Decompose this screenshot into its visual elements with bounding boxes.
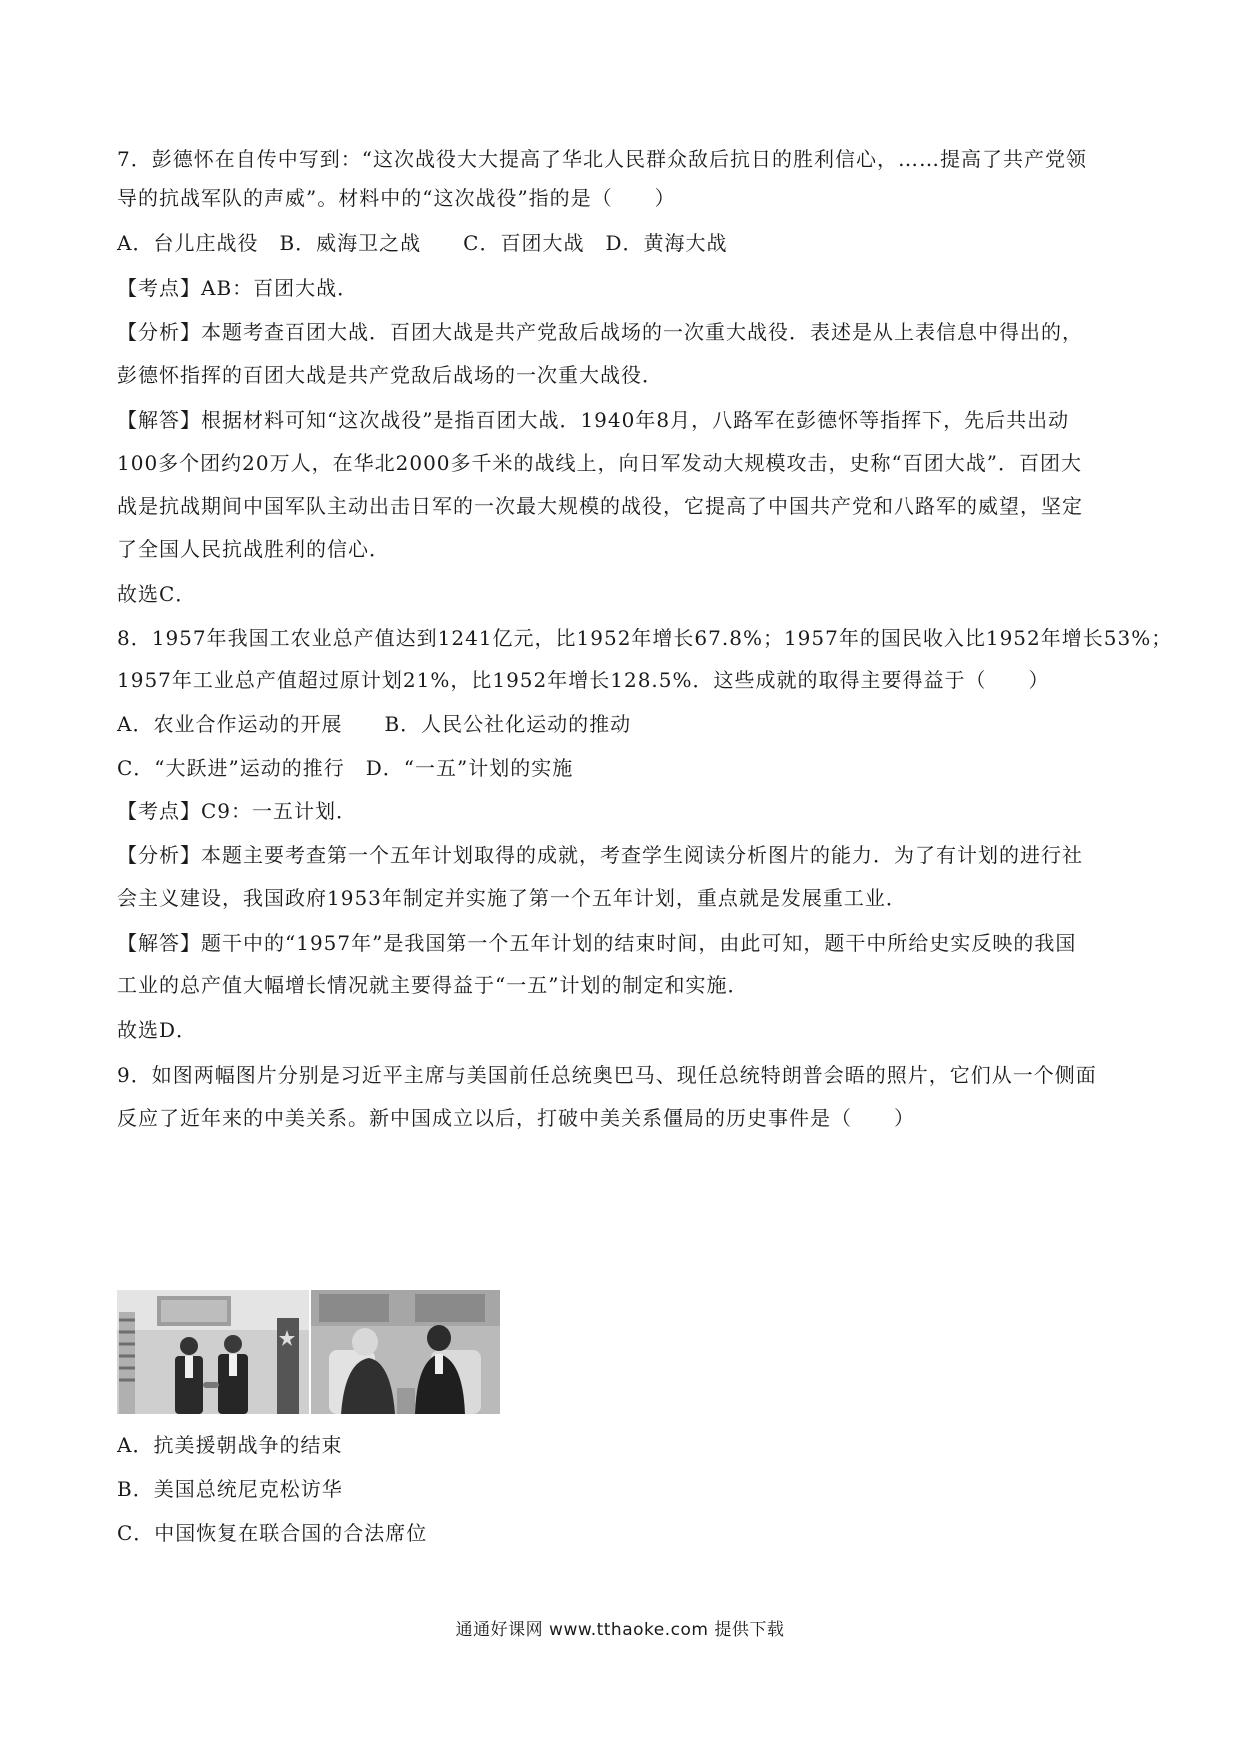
- q8-options-cd: C．“大跃进”运动的推行 D．“一五”计划的实施: [117, 756, 574, 780]
- q7-solution-line-4: 了全国人民抗战胜利的信心．: [117, 537, 390, 561]
- q8-options-ab: A．农业合作运动的开展 B．人民公社化运动的推动: [117, 712, 632, 736]
- q7-analysis-line-1: 【分析】本题考查百团大战．百团大战是共产党敌后战场的一次重大战役．表述是从上表信息中得出的，: [117, 320, 1083, 344]
- photo-xi-trump: [311, 1290, 500, 1414]
- q8-solution-line-2: 工业的总产值大幅增长情况就主要得益于“一五”计划的制定和实施．: [117, 973, 749, 997]
- q9-photos: [117, 1290, 500, 1414]
- q8-stem-line-2: 1957年工业总产值超过原计划21%，比1952年增长128.5%．这些成就的取得主要得益于（ ）: [117, 668, 1050, 692]
- q8-analysis-line-2: 会主义建设，我国政府1953年制定并实施了第一个五年计划，重点就是发展重工业．: [117, 886, 907, 910]
- q7-stem-line-2: 导的抗战军队的声威”。材料中的“这次战役”指的是（ ）: [117, 186, 676, 210]
- q7-solution-line-3: 战是抗战期间中国军队主动出击日军的一次最大规模的战役，它提高了中国共产党和八路军的威望，坚定: [117, 494, 1083, 518]
- q9-stem-line-2: 反应了近年来的中美关系。新中国成立以后，打破中美关系僵局的历史事件是（ ）: [117, 1106, 915, 1130]
- q8-answer: 故选D．: [117, 1018, 198, 1042]
- q7-answer: 故选C．: [117, 582, 197, 606]
- q7-options: A．台儿庄战役 B．威海卫之战 C．百团大战 D．黄海大战: [117, 231, 728, 255]
- q8-solution-line-1: 【解答】题干中的“1957年”是我国第一个五年计划的结束时间，由此可知，题干中所给史实反映的我国: [117, 931, 1077, 955]
- q9-option-b: B．美国总统尼克松访华: [117, 1477, 343, 1501]
- q7-analysis-line-2: 彭德怀指挥的百团大战是共产党敌后战场的一次重大战役．: [117, 363, 663, 387]
- q9-option-a: A．抗美援朝战争的结束: [117, 1433, 343, 1457]
- photo-xi-obama-illustration: [117, 1290, 309, 1414]
- q7-solution-line-2: 100多个团约20万人，在华北2000多千米的战线上，向日军发动大规模攻击，史称“百团大战”．百团大: [117, 451, 1082, 475]
- q7-stem-line-1: 7．彭德怀在自传中写到：“这次战役大大提高了华北人民群众敌后抗日的胜利信心，……提高了共产党领: [117, 147, 1087, 171]
- q7-kaodian: 【考点】AB：百团大战．: [117, 276, 359, 300]
- q8-kaodian: 【考点】C9：一五计划．: [117, 799, 358, 823]
- footer-source: 通通好课网 www.tthaoke.com 提供下载: [455, 1620, 785, 1640]
- q9-option-c: C．中国恢复在联合国的合法席位: [117, 1521, 428, 1545]
- q8-stem-line-1: 8．1957年我国工农业总产值达到1241亿元，比1952年增长67.8%；1957年的国民收入比1952年增长53%；: [117, 626, 1173, 650]
- photo-xi-trump-illustration: [311, 1290, 500, 1414]
- photo-xi-obama: [117, 1290, 309, 1414]
- q8-analysis-line-1: 【分析】本题主要考查第一个五年计划取得的成就，考查学生阅读分析图片的能力．为了有计划的进行社: [117, 843, 1083, 867]
- q9-stem-line-1: 9．如图两幅图片分别是习近平主席与美国前任总统奥巴马、现任总统特朗普会晤的照片，它们从一个侧面: [117, 1063, 1097, 1087]
- q7-solution-line-1: 【解答】根据材料可知“这次战役”是指百团大战．1940年8月，八路军在彭德怀等指挥下，先后共出动: [117, 408, 1070, 432]
